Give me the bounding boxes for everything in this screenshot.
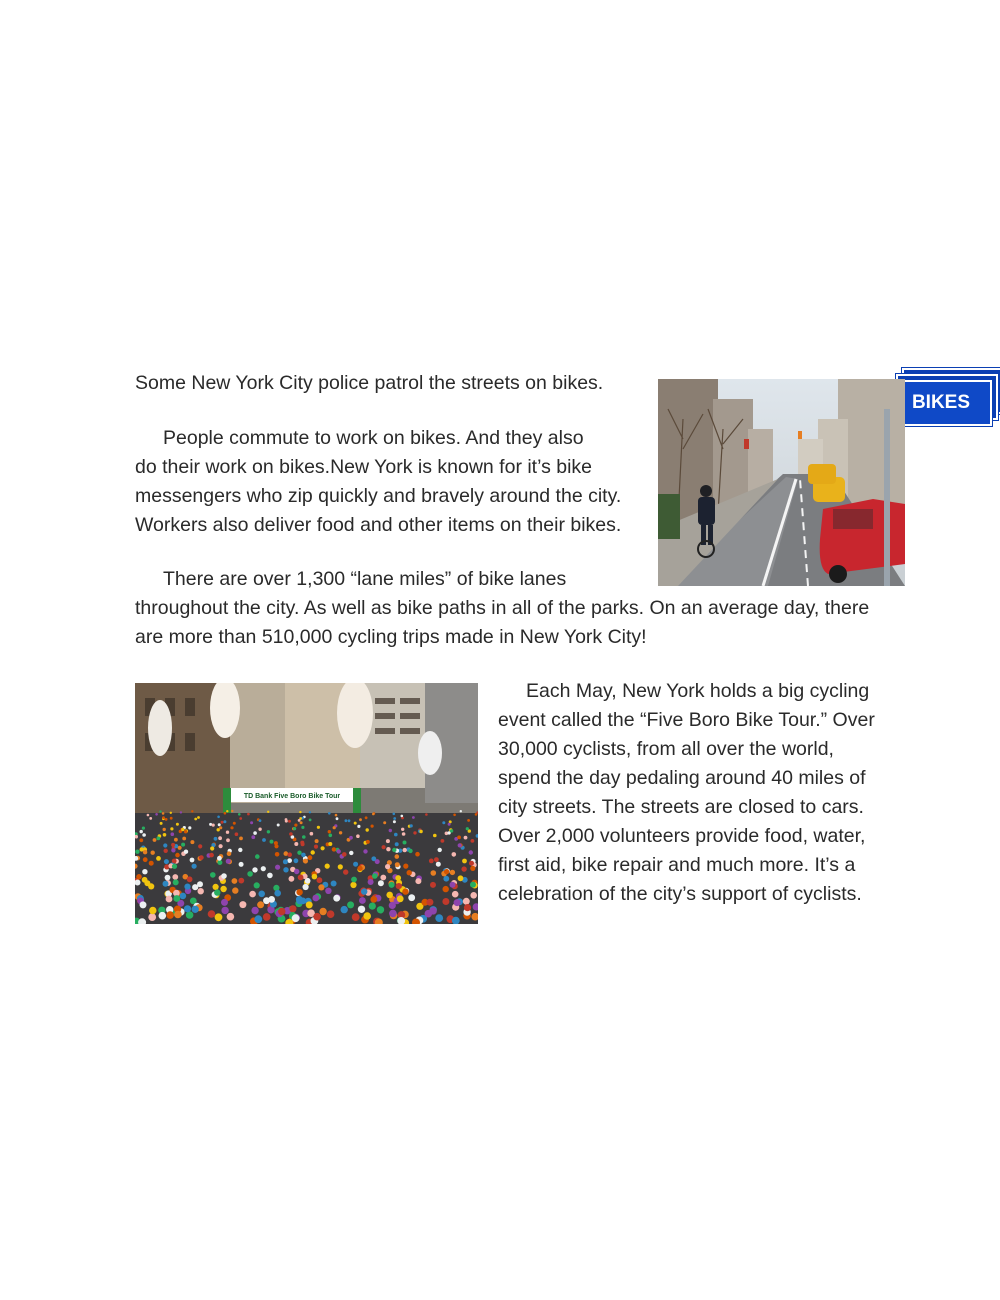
text-line: messengers who zip quickly and bravely around the city. <box>135 485 622 507</box>
text-line: spend the day pedaling around 40 miles of <box>498 767 866 789</box>
text-line: event called the “Five Boro Bike Tour.” Over <box>498 709 875 731</box>
text-line: celebration of the city’s support of cyclists. <box>498 883 862 905</box>
text-line: first aid, bike repair and much more. It’s a <box>498 854 856 876</box>
paragraph-bike-tour <box>498 677 875 909</box>
text-line: do their work on bikes.New York is known for it’s bike <box>135 456 593 478</box>
text-line: city streets. The streets are closed to cars. <box>498 796 864 818</box>
bike-lane-photo <box>658 379 905 586</box>
section-tab-label: BIKES <box>890 380 992 426</box>
section-tab <box>890 370 1000 426</box>
paragraph-commute <box>135 424 621 540</box>
bike-tour-photo <box>135 683 478 924</box>
bike-tour-photo-art <box>135 683 478 924</box>
text-line: Workers also deliver food and other items on their bikes. <box>135 514 622 536</box>
bike-lane-photo-art <box>658 379 905 586</box>
text-line: There are over 1,300 “lane miles” of bike lanes <box>163 568 567 590</box>
text-line: Some New York City police patrol the streets on bikes. <box>135 372 604 394</box>
text-line: Each May, New York holds a big cycling <box>526 680 870 702</box>
tour-banner-text: TD Bank Five Boro Bike Tour <box>243 793 341 800</box>
text-line: Over 2,000 volunteers provide food, water, <box>498 825 866 847</box>
text-line: People commute to work on bikes. And they also <box>163 427 584 449</box>
paragraph-police <box>135 369 603 398</box>
text-line: 30,000 cyclists, from all over the world, <box>498 738 834 760</box>
text-line: are more than 510,000 cycling trips made in New York City! <box>135 626 647 648</box>
text-line: throughout the city. As well as bike paths in all of the parks. On an average day, there <box>135 597 870 619</box>
